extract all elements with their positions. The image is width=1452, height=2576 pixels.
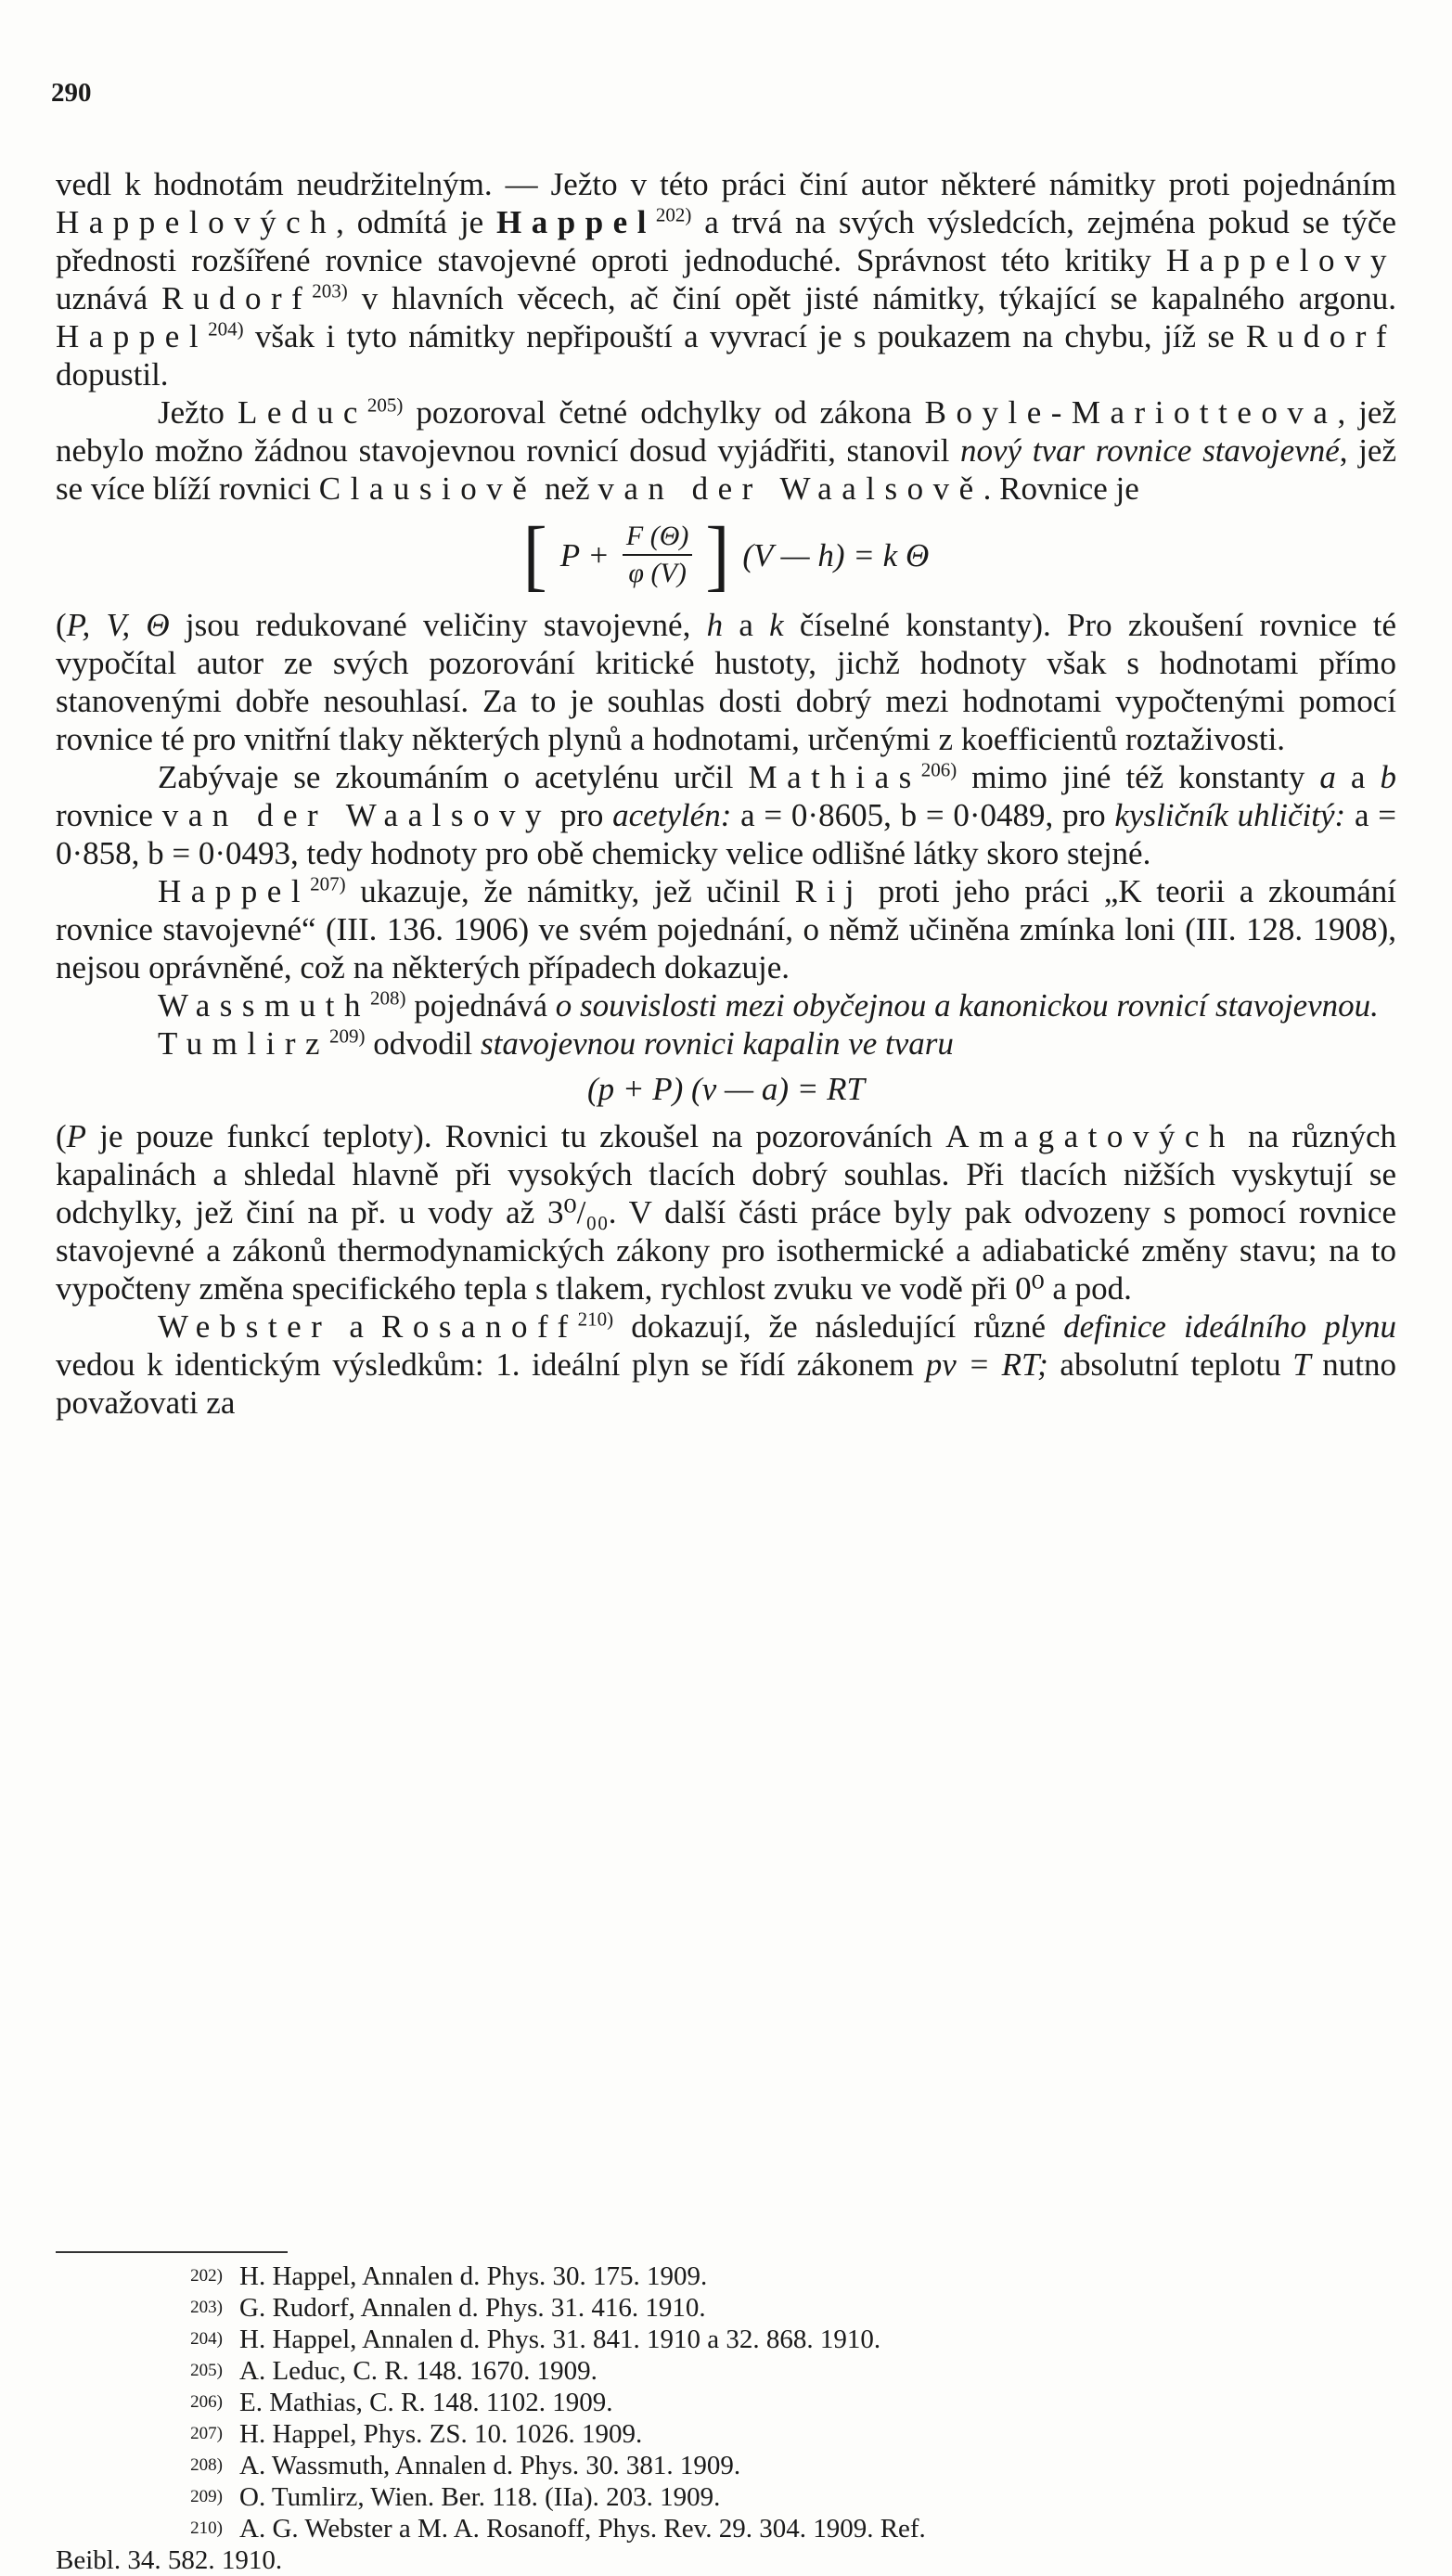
- eq-numerator: F (Θ): [623, 521, 692, 556]
- paragraph-6: Wassmuth$^{208)}$ pojednává o souvislosti mezi obyčejnou a kanonickou rovnicí stavojevnou.: [158, 986, 1379, 1024]
- footnotes: [56, 2260, 1396, 2576]
- footnote: 207) H. Happel, Phys. ZS. 10. 1026. 1909.: [190, 2419, 643, 2449]
- footnote: 209) O. Tumlirz, Wien. Ber. 118. (IIa). 203. 1909.: [190, 2482, 721, 2512]
- paragraph-4: Zabývaje se zkoumáním o acetylénu určil Mathias$^{206)}$ mimo jiné též konstanty a a b rovnice van der Waalsovy pro acetylén: a = 0·8605, b = 0·0489, pro kysličník uhličitý: a = 0·858, b = 0·0493, tedy hodnoty pro obě chemicky velice odlišné látky skoro stejné.: [56, 758, 1396, 871]
- eq-p-term: P +: [559, 536, 610, 573]
- paragraph-5: Happel$^{207)}$ ukazuje, že námitky, jež učinil Rij proti jeho práci „K teorii a zkoumání rovnice stavojevné“ (III. 136. 1906) ve svém pojednání, o němž učiněna zmínka loni (III. 128. 1908), nejsou oprávněné, což na některých případech dokazuje.: [56, 872, 1396, 985]
- paragraph-3: (P, V, Θ jsou redukované veličiny stavojevné, h a k číselné konstanty). Pro zkoušení rovnice té vypočítal autor ze svých pozorování kritické hustoty, jichž hodnoty však s hodnotami přímo stanovenými dobře nesouhlasí. Za to je souhlas dosti dobrý mezi hodnotami vypočtenými pomocí rovnice té pro vnitřní tlaky některých plynů a hodnotami, určenými z koefficientů roztaživosti.: [56, 607, 1396, 757]
- equation-leduc: [ P + $\frac{F (\Theta)}{\varphi (V)}$ ] (V — h) = k Θ: [522, 509, 930, 599]
- paragraph-1: vedl k hodnotám neudržitelným. — Ježto v této práci činí autor některé námitky proti pojednáním Happelových, odmítá je Happel$^{202)}$ a trvá na svých výsledcích, zejména pokud se týče přednosti rozšířené rovnice stavojevné oproti jednoduché. Správnost této kritiky Happelovy uznává Rudorf$^{203)}$ v hlavních věcech, ač činí opět jisté námitky, týkající se kapalného argonu. Happel$^{204)}$ však i tyto námitky nepřipouští a vyvrací je s poukazem na chybu, jíž se Rudorf dopustil.: [56, 166, 1396, 393]
- footnote: 204) H. Happel, Annalen d. Phys. 31. 841. 1910 a 32. 868. 1910.: [190, 2325, 881, 2354]
- eq-fraction: [623, 521, 692, 589]
- paragraph-2: Ježto Leduc$^{205)}$ pozoroval četné odchylky od zákona Boyle-Mariotteova, jež nebylo možno žádnou stavojevnou rovnicí dosud vyjádřiti, stanovil nový tvar rovnice stavojevné, jež se více blíží rovnici Clausiově než van der Waalsově. Rovnice je: [56, 393, 1397, 507]
- footnote: 210) A. G. Webster a M. A. Rosanoff, Phys. Rev. 29. 304. 1909. Ref.: [190, 2514, 926, 2544]
- paragraph-8: (P je pouze funkcí teploty). Rovnici tu zkoušel na pozorováních Amagatových na různých kapalinách a shledal hlavně při vysokých tlacích dobrý souhlas. Při tlacích nižších vyskytují se odchylky, jež činí na př. u vody až 3⁰/₀₀. V další části práce byly pak odvozeny s pomocí rovnice stavojevné a zákonů thermodynamických zákony pro isothermické a adiabatické změny stavu; na to vypočteny změna specifického tepla s tlakem, rychlost zvuku ve vodě při 0⁰ a pod.: [56, 1118, 1397, 1307]
- eq-denominator: φ (V): [628, 558, 687, 588]
- footnote: 202) H. Happel, Annalen d. Phys. 30. 175. 1909.: [190, 2261, 708, 2291]
- footnote-rule: [56, 2251, 288, 2253]
- paragraph-9: Webster a Rosanoff$^{210)}$ dokazují, že následující různé definice ideálního plynu vedou k identickým výsledkům: 1. ideální plyn se řídí zákonem pv = RT; absolutní teplotu T nutno považovati za: [56, 1307, 1396, 1421]
- footnote: 205) A. Leduc, C. R. 148. 1670. 1909.: [190, 2356, 598, 2386]
- page-number: 290: [51, 78, 92, 108]
- body-text: [56, 165, 1396, 1422]
- footnote-continuation: Beibl. 34. 582. 1910.: [56, 2545, 283, 2575]
- footnote: 208) A. Wassmuth, Annalen d. Phys. 30. 381. 1909.: [190, 2451, 741, 2480]
- paragraph-7: Tumlirz$^{209)}$ odvodil stavojevnou rovnici kapalin ve tvaru: [158, 1024, 954, 1062]
- eq-rest: (V — h) = k Θ: [742, 536, 930, 573]
- equation-tumlirz: (p + P) (v — a) = RT: [587, 1071, 865, 1107]
- footnote: 203) G. Rudorf, Annalen d. Phys. 31. 416. 1910.: [190, 2293, 706, 2323]
- footnote: 206) E. Mathias, C. R. 148. 1102. 1909.: [190, 2388, 613, 2417]
